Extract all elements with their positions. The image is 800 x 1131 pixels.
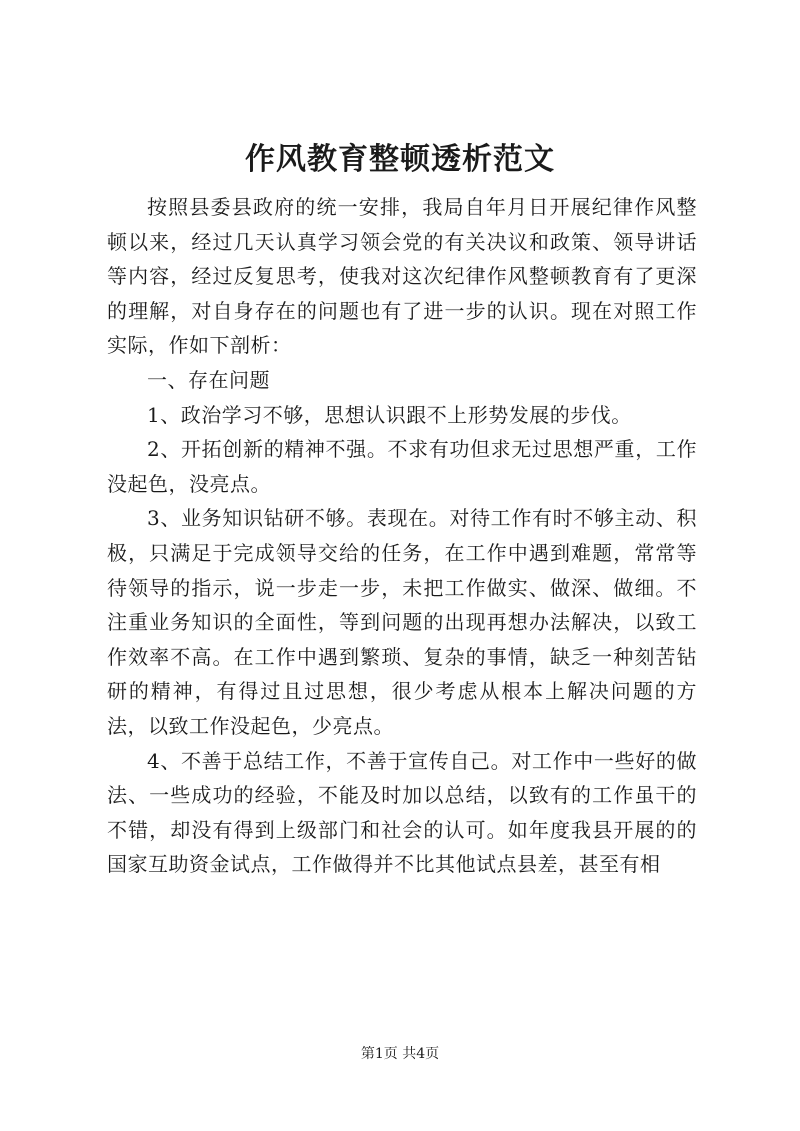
section-heading-problems: 一、存在问题 <box>147 367 270 392</box>
paragraph-item-4: 4、不善于总结工作，不善于宣传自己。对工作中一些好的做法、一些成功的经验，不能及时加以总结，以致有的工作虽干的不错，却没有得到上级部门和社会的认可。如年度我县开展的的国家互助资金试点，工作做得并不比其他试点县差，甚至有相 <box>107 748 697 877</box>
page-footer: 第1页 共4页 <box>360 1046 440 1062</box>
document-title: 作风教育整顿透析范文 <box>245 142 555 177</box>
paragraph-item-1: 1、政治学习不够，思想认识跟不上形势发展的步伐。 <box>147 402 632 427</box>
paragraph-item-2: 2、开拓创新的精神不强。不求有功但求无过思想严重，工作没起色，没亮点。 <box>107 437 697 496</box>
paragraph-intro: 按照县委县政府的统一安排，我局自年月日开展纪律作风整顿以来，经过几天认真学习领会党的有关决议和政策、领导讲话等内容，经过反复思考，使我对这次纪律作风整顿教育有了更深的理解，对自身存在的问题也有了进一步的认识。现在对照工作实际，作如下剖析： <box>107 195 697 358</box>
paragraph-item-3: 3、业务知识钻研不够。表现在。对待工作有时不够主动、积极，只满足于完成领导交给的任务，在工作中遇到难题，常常等待领导的指示，说一步走一步，未把工作做实、做深、做细。不注重业务知识的全面性，等到问题的出现再想办法解决，以致工作效率不高。在工作中遇到繁琐、复杂的事情，缺乏一种刻苦钻研的精神，有得过且过思想，很少考虑从根本上解决问题的方法，以致工作没起色，少亮点。 <box>107 506 697 738</box>
document-body <box>107 190 697 882</box>
